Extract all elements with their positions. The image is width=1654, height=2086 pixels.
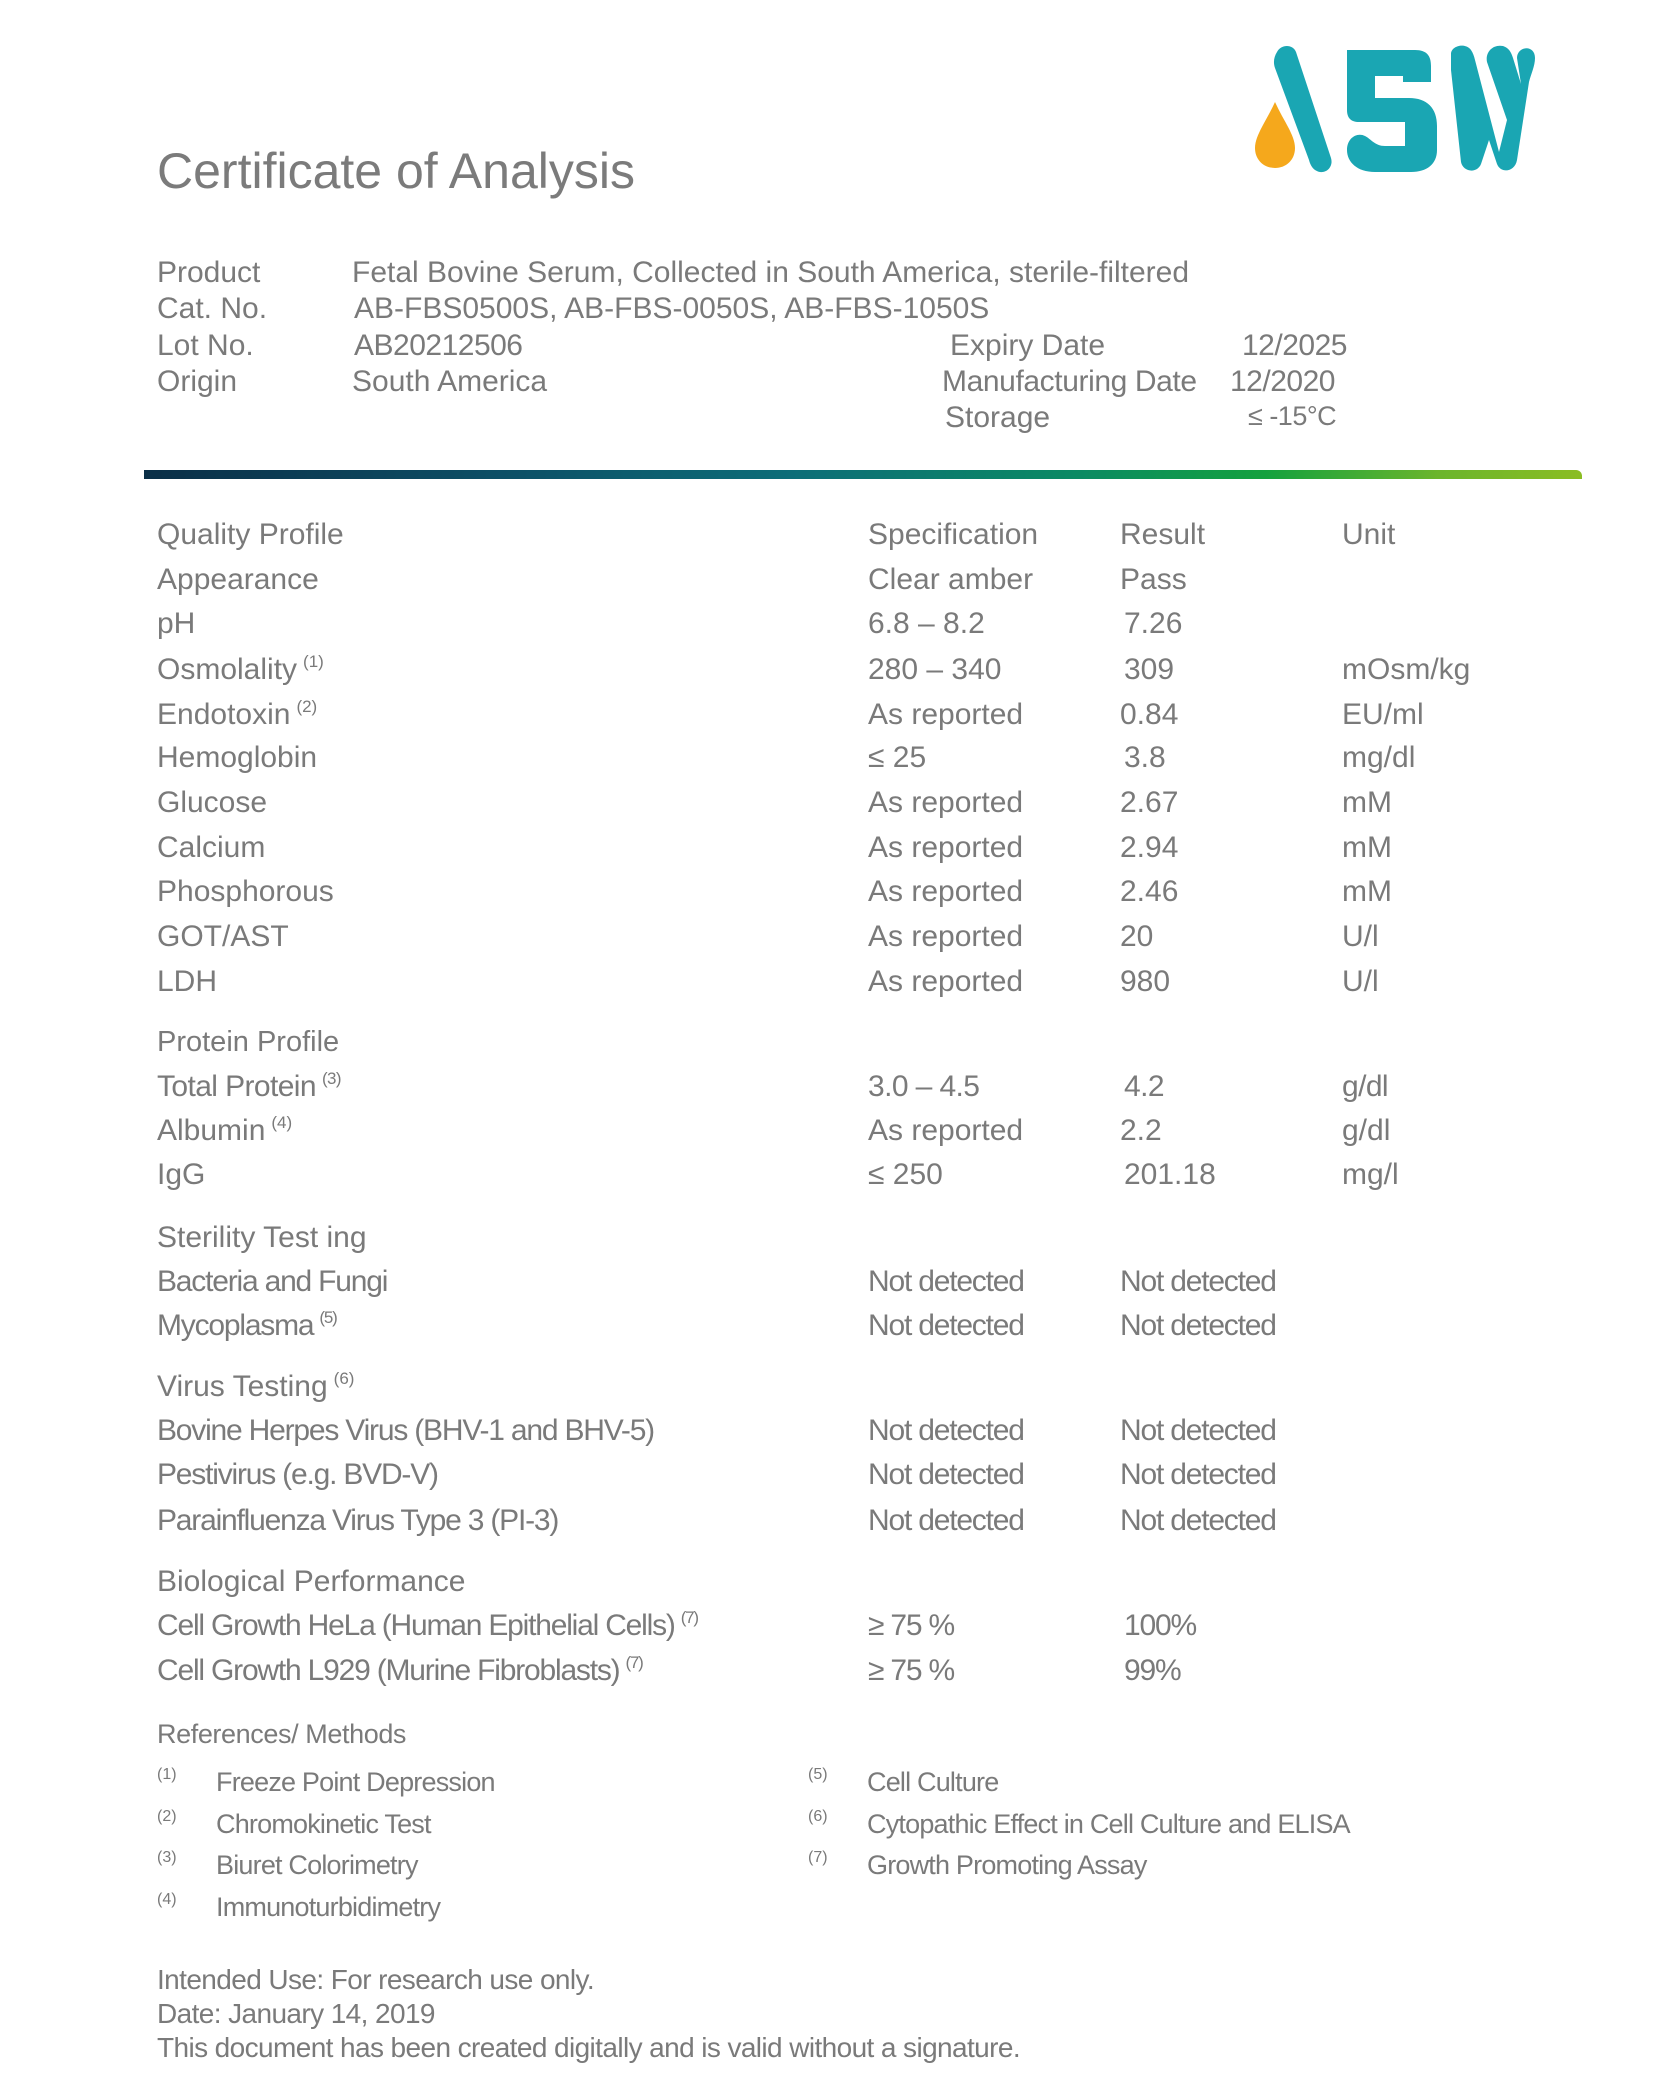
reference-marker: (7)	[680, 1608, 698, 1627]
quality-row-specification: As reported	[868, 965, 1024, 998]
expiry-date-value: 12/2025	[1242, 329, 1347, 362]
storage-label: Storage	[945, 401, 1051, 434]
quality-row-parameter	[157, 967, 217, 997]
quality-row-specification: As reported	[868, 831, 1024, 864]
validity-note: This document has been created digitally and is valid without a signature.	[157, 2032, 1021, 2063]
manufacturing-date-label: Manufacturing Date	[942, 365, 1197, 398]
cat-no-label: Cat. No.	[157, 292, 268, 325]
quality-row-specification: As reported	[868, 698, 1024, 731]
quality-row-specification: As reported	[868, 920, 1024, 953]
protein-row-specification: ≤ 250	[868, 1158, 943, 1191]
virus-row-specification: Not detected	[868, 1414, 1024, 1447]
quality-row-unit: mg/dl	[1342, 741, 1416, 774]
reference-method: Cell Culture	[867, 1767, 999, 1797]
parameter-label: Parainfluenza Virus Type 3 (PI-3)	[157, 1504, 559, 1537]
quality-row-specification: 280 – 340	[868, 653, 1002, 686]
parameter-label: Bovine Herpes Virus (BHV-1 and BHV-5)	[157, 1414, 654, 1447]
abw-logo	[1255, 40, 1535, 175]
quality-profile-header: Quality Profile	[157, 518, 344, 551]
quality-row-result: 3.8	[1124, 741, 1166, 774]
reference-number: (4)	[157, 1891, 177, 1908]
reference-number: (1)	[157, 1766, 177, 1783]
quality-row-parameter	[157, 922, 289, 952]
quality-row-unit: mM	[1342, 786, 1392, 819]
quality-row-result: 2.67	[1120, 786, 1179, 819]
protein-row-unit: g/dl	[1342, 1070, 1388, 1103]
reference-method: Immunoturbidimetry	[216, 1892, 441, 1922]
parameter-label: Cell Growth HeLa (Human Epithelial Cells)	[157, 1609, 675, 1642]
biological-row-specification: ≥ 75 %	[868, 1654, 954, 1687]
quality-row-specification: 6.8 – 8.2	[868, 607, 985, 640]
reference-method: Chromokinetic Test	[216, 1809, 431, 1839]
reference-number: (2)	[157, 1808, 177, 1825]
parameter-label: pH	[157, 607, 196, 640]
sterility-row-result: Not detected	[1120, 1265, 1276, 1298]
quality-row-parameter	[157, 565, 319, 595]
reference-number: (5)	[808, 1766, 828, 1783]
parameter-label: GOT/AST	[157, 920, 289, 953]
references-header: References/ Methods	[157, 1719, 407, 1749]
result-header: Result	[1120, 518, 1206, 551]
sterility-row-result: Not detected	[1120, 1309, 1276, 1342]
virus-row-parameter	[157, 1416, 654, 1446]
parameter-label: Cell Growth L929 (Murine Fibroblasts)	[157, 1654, 620, 1687]
parameter-label: Glucose	[157, 786, 268, 819]
product-value: Fetal Bovine Serum, Collected in South America, sterile-filtered	[352, 256, 1190, 289]
quality-row-result: Pass	[1120, 563, 1187, 596]
parameter-label: IgG	[157, 1158, 206, 1191]
document-date: Date: January 14, 2019	[157, 1998, 435, 2029]
parameter-label: LDH	[157, 965, 218, 998]
quality-row-result: 0.84	[1120, 698, 1179, 731]
sterility-row-specification: Not detected	[868, 1309, 1024, 1342]
quality-row-parameter	[157, 833, 265, 863]
quality-row-parameter	[157, 609, 195, 639]
parameter-label: Pestivirus (e.g. BVD-V)	[157, 1458, 438, 1491]
protein-row-parameter	[157, 1160, 205, 1190]
quality-row-unit: mM	[1342, 831, 1392, 864]
reference-marker: (7)	[625, 1653, 643, 1672]
reference-number: (3)	[157, 1849, 177, 1866]
quality-row-parameter	[157, 743, 317, 773]
reference-marker: (2)	[296, 697, 318, 716]
parameter-label: Albumin	[157, 1114, 266, 1147]
biological-row-result: 99%	[1124, 1654, 1181, 1687]
quality-row-unit: mM	[1342, 875, 1392, 908]
parameter-label: Calcium	[157, 831, 266, 864]
quality-row-parameter	[157, 697, 318, 731]
reference-method: Freeze Point Depression	[216, 1767, 495, 1797]
cat-no-value: AB-FBS0500S, AB-FBS-0050S, AB-FBS-1050S	[354, 292, 990, 325]
protein-row-unit: mg/l	[1342, 1158, 1399, 1191]
quality-row-parameter	[157, 788, 267, 818]
protein-row-specification: As reported	[868, 1114, 1024, 1147]
gradient-divider	[144, 470, 1582, 479]
protein-row-unit: g/dl	[1342, 1114, 1391, 1147]
quality-row-result: 7.26	[1124, 607, 1183, 640]
quality-row-parameter	[157, 877, 334, 907]
quality-row-specification: As reported	[868, 875, 1024, 908]
quality-row-unit: EU/ml	[1342, 698, 1424, 731]
virus-row-result: Not detected	[1120, 1504, 1276, 1537]
sterility-row-specification: Not detected	[868, 1265, 1024, 1298]
quality-row-specification: As reported	[868, 786, 1024, 819]
lot-no-value: AB20212506	[354, 329, 523, 362]
intended-use: Intended Use: For research use only.	[157, 1964, 595, 1995]
biological-row-parameter	[157, 1653, 643, 1687]
biological-row-specification: ≥ 75 %	[868, 1609, 954, 1642]
sterility-row-parameter	[157, 1267, 387, 1297]
parameter-label: Bacteria and Fungi	[157, 1265, 388, 1298]
reference-method: Biuret Colorimetry	[216, 1850, 418, 1880]
biological-row-result: 100%	[1124, 1609, 1196, 1642]
virus-row-parameter	[157, 1460, 438, 1490]
biological-row-parameter	[157, 1608, 698, 1642]
virus-row-specification: Not detected	[868, 1504, 1024, 1537]
reference-number: (6)	[808, 1808, 828, 1825]
specification-header: Specification	[868, 518, 1039, 551]
manufacturing-date-value: 12/2020	[1230, 365, 1335, 398]
biological-performance-header: Biological Performance	[157, 1565, 466, 1598]
sterility-row-parameter	[157, 1308, 337, 1342]
reference-marker: (5)	[319, 1308, 337, 1327]
parameter-label: Hemoglobin	[157, 741, 318, 774]
logo-letter-b	[1347, 50, 1437, 172]
page-title: Certificate of Analysis	[157, 143, 635, 199]
quality-row-specification: ≤ 25	[868, 741, 927, 774]
quality-row-result: 20	[1120, 920, 1154, 953]
storage-value: ≤ -15°C	[1248, 401, 1337, 431]
quality-row-unit: mOsm/kg	[1342, 653, 1471, 686]
virus-testing-header	[157, 1369, 355, 1403]
parameter-label: Appearance	[157, 563, 319, 596]
parameter-label: Endotoxin	[157, 698, 291, 731]
protein-row-specification: 3.0 – 4.5	[868, 1070, 980, 1103]
virus-row-specification: Not detected	[868, 1458, 1024, 1491]
reference-method: Cytopathic Effect in Cell Culture and ELISA	[867, 1809, 1350, 1839]
origin-label: Origin	[157, 365, 238, 398]
drop-icon	[1255, 102, 1295, 168]
protein-row-result: 201.18	[1124, 1158, 1216, 1191]
unit-header: Unit	[1342, 518, 1396, 551]
origin-value: South America	[352, 365, 548, 398]
lot-no-label: Lot No.	[157, 329, 254, 362]
reference-marker: (1)	[303, 652, 324, 671]
virus-row-parameter	[157, 1506, 558, 1536]
logo-letter-w	[1451, 46, 1535, 171]
protein-row-parameter	[157, 1069, 341, 1103]
expiry-date-label: Expiry Date	[950, 329, 1106, 362]
virus-row-result: Not detected	[1120, 1414, 1276, 1447]
protein-profile-header: Protein Profile	[157, 1026, 340, 1058]
quality-row-unit: U/l	[1342, 920, 1379, 953]
parameter-label: Mycoplasma	[157, 1309, 314, 1342]
parameter-label: Osmolality	[157, 653, 298, 686]
virus-testing-label: Virus Testing	[157, 1370, 328, 1403]
virus-row-result: Not detected	[1120, 1458, 1276, 1491]
reference-marker: (3)	[321, 1069, 341, 1088]
parameter-label: Total Protein	[157, 1070, 316, 1103]
quality-row-result: 2.94	[1120, 831, 1179, 864]
protein-row-parameter	[157, 1113, 293, 1147]
quality-row-result: 309	[1124, 653, 1175, 686]
reference-number: (7)	[808, 1849, 828, 1866]
quality-row-result: 2.46	[1120, 875, 1179, 908]
parameter-label: Phosphorous	[157, 875, 334, 908]
quality-row-specification: Clear amber	[868, 563, 1034, 596]
protein-row-result: 2.2	[1120, 1114, 1162, 1147]
quality-row-parameter	[157, 652, 324, 686]
virus-testing-ref: (6)	[333, 1369, 355, 1388]
protein-row-result: 4.2	[1124, 1070, 1164, 1103]
quality-row-result: 980	[1120, 965, 1171, 998]
quality-row-unit: U/l	[1342, 965, 1379, 998]
reference-marker: (4)	[271, 1113, 293, 1132]
product-label: Product	[157, 256, 261, 289]
sterility-testing-header: Sterility Test ing	[157, 1221, 367, 1254]
reference-method: Growth Promoting Assay	[867, 1850, 1147, 1880]
